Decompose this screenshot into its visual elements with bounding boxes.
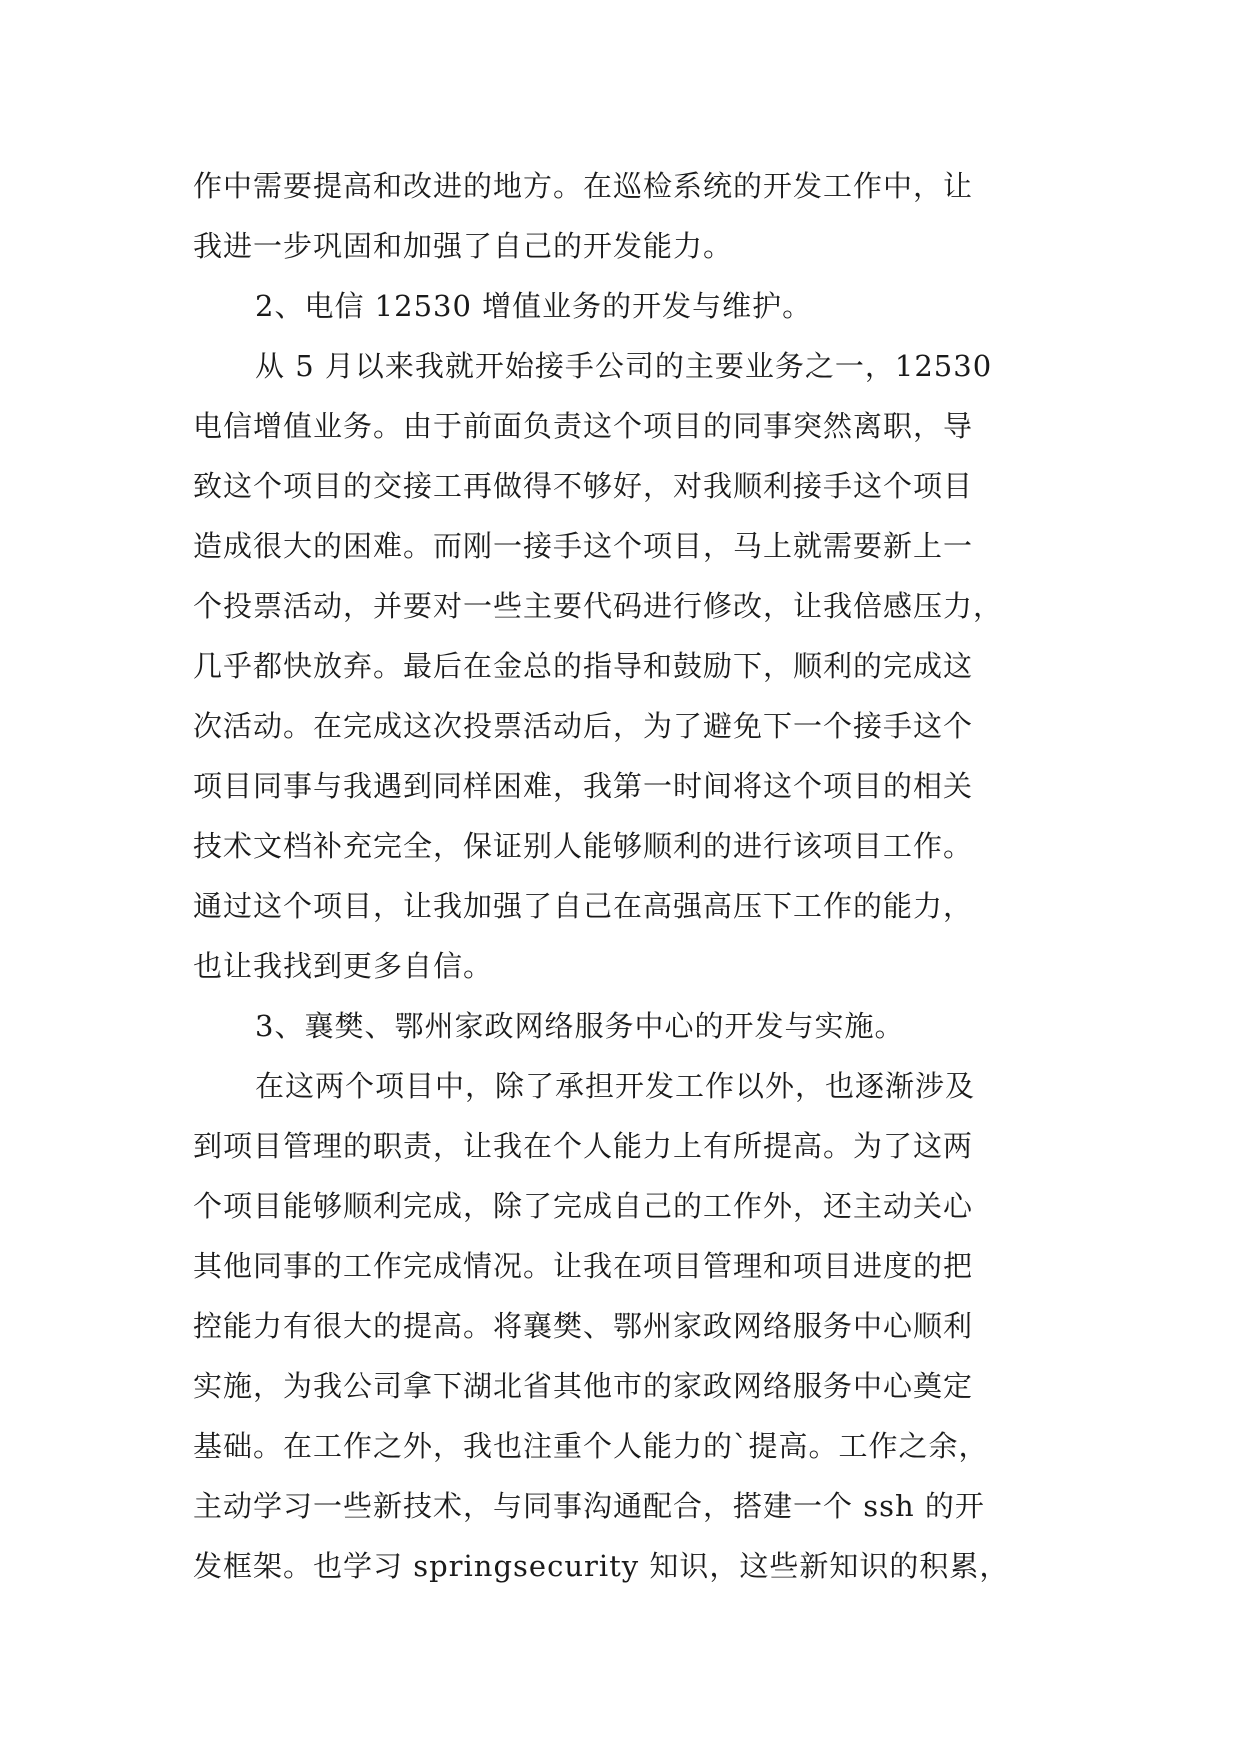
text-line: 也让我找到更多自信。 [193,949,494,983]
text-line: 发框架。也学习 springsecurity 知识，这些新知识的积累， [193,1549,1010,1583]
text-line: 电信增值业务。由于前面负责这个项目的同事突然离职，导 [193,409,974,443]
text-line: 到项目管理的职责，让我在个人能力上有所提高。为了这两 [193,1129,974,1163]
text-line: 控能力有很大的提高。将襄樊、鄂州家政网络服务中心顺利 [193,1309,974,1343]
section-heading-2: 2、电信 12530 增值业务的开发与维护。 [255,289,813,323]
text-line: 个项目能够顺利完成，除了完成自己的工作外，还主动关心 [193,1189,974,1223]
document-body [193,156,1048,1596]
text-line: 个投票活动，并要对一些主要代码进行修改，让我倍感压力， [193,589,1004,623]
text-line: 通过这个项目，让我加强了自己在高强高压下工作的能力， [193,889,974,923]
text-line: 从 5 月以来我就开始接手公司的主要业务之一，12530 [255,349,993,383]
text-line: 其他同事的工作完成情况。让我在项目管理和项目进度的把 [193,1249,974,1283]
text-line: 主动学习一些新技术，与同事沟通配合，搭建一个 ssh 的开 [193,1489,985,1523]
text-line: 实施，为我公司拿下湖北省其他市的家政网络服务中心奠定 [193,1369,974,1403]
text-line: 基础。在工作之外，我也注重个人能力的`提高。工作之余， [193,1429,989,1463]
text-line: 几乎都快放弃。最后在金总的指导和鼓励下，顺利的完成这 [193,649,974,683]
section-heading-3: 3、襄樊、鄂州家政网络服务中心的开发与实施。 [255,1009,905,1043]
text-line: 次活动。在完成这次投票活动后，为了避免下一个接手这个 [193,709,974,743]
text-line: 技术文档补充完全，保证别人能够顺利的进行该项目工作。 [193,829,974,863]
text-line: 我进一步巩固和加强了自己的开发能力。 [193,229,734,263]
text-line: 项目同事与我遇到同样困难，我第一时间将这个项目的相关 [193,769,974,803]
text-line: 致这个项目的交接工再做得不够好，对我顺利接手这个项目 [193,469,974,503]
text-line: 作中需要提高和改进的地方。在巡检系统的开发工作中，让 [193,169,974,203]
text-line: 在这两个项目中，除了承担开发工作以外，也逐渐涉及 [255,1069,976,1103]
text-line: 造成很大的困难。而刚一接手这个项目，马上就需要新上一 [193,529,974,563]
